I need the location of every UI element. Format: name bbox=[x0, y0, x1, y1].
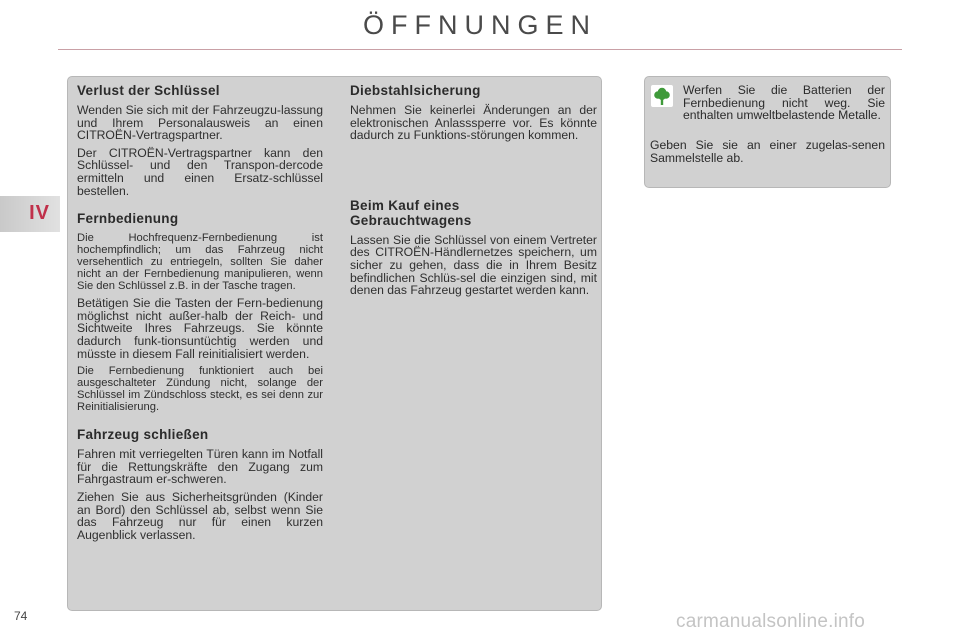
middle-column bbox=[350, 83, 597, 302]
section-heading-used-car bbox=[350, 198, 597, 228]
chapter-label: IV bbox=[29, 202, 50, 224]
environment-note-text: Werfen Sie die Batterien der Fernbedienung nicht weg. Sie enthalten umweltbelastende Metalle. bbox=[683, 83, 885, 123]
paragraph: Die Hochfrequenz-Fernbedienung ist hochempfindlich; um das Fahrzeug nicht versehentlich zu entriegeln, sollten Sie daher nicht an der Fernbedienung manipulieren, wenn Sie den Schlüssel z.B. in der Tasche tragen. bbox=[77, 232, 323, 293]
tree-icon bbox=[651, 85, 673, 107]
section-heading-remote-control: Fernbedienung bbox=[77, 211, 179, 227]
section-heading-lost-keys: Verlust der Schlüssel bbox=[77, 83, 220, 98]
paragraph: Ziehen Sie aus Sicherheitsgründen (Kinder an Bord) den Schlüssel ab, selbst wenn Sie das Fahrzeug nur für einen kurzen Augenblick verlassen. bbox=[77, 489, 323, 542]
heading-line: Beim Kauf eines bbox=[350, 197, 460, 213]
section-heading-anti-theft: Diebstahlsicherung bbox=[350, 83, 481, 98]
page-number: 74 bbox=[14, 609, 28, 623]
environment-note-text: Geben Sie sie an einer zugelas-senen Sammelstelle ab. bbox=[650, 138, 885, 165]
paragraph: Wenden Sie sich mit der Fahrzeugzu-lassung und Ihrem Personalausweis an einen CITROËN-Vertragspartner. bbox=[77, 103, 323, 143]
page-title: ÖFFNUNGEN bbox=[363, 10, 597, 40]
paragraph: Nehmen Sie keinerlei Änderungen an der elektronischen Anlasssperre vor. Es könnte dadurch zu Funktions-störungen kommen. bbox=[350, 103, 597, 143]
paragraph: Der CITROËN-Vertragspartner kann den Schlüssel- und den Transpon-dercode ermitteln und einen Ersatz-schlüssel bestellen. bbox=[77, 145, 323, 198]
heading-line: Gebrauchtwagens bbox=[350, 212, 472, 228]
paragraph: Die Fernbedienung funktioniert auch bei ausgeschalteter Zündung nicht, solange der Schlüssel im Zündschloss steckt, es sei denn zur Reinitialisierung. bbox=[77, 365, 323, 414]
environment-note-box bbox=[644, 76, 891, 188]
left-column bbox=[77, 83, 323, 546]
chapter-tab[interactable] bbox=[0, 196, 60, 232]
watermark: carmanualsonline.info bbox=[676, 611, 866, 632]
main-info-box bbox=[67, 76, 602, 611]
title-divider bbox=[58, 49, 902, 50]
section-heading-lock-vehicle: Fahrzeug schließen bbox=[77, 427, 209, 443]
paragraph: Fahren mit verriegelten Türen kann im Notfall für die Rettungskräfte den Zugang zum Fahrgastraum er-schweren. bbox=[77, 447, 323, 487]
paragraph: Betätigen Sie die Tasten der Fern-bedienung möglichst nicht außer-halb der Reich- und Sichtweite Ihres Fahrzeugs. Sie könnte dadurch funk-tionsuntüchtig werden und müsste in diesem Fall reinitialisiert werden. bbox=[77, 296, 323, 361]
paragraph: Lassen Sie die Schlüssel von einem Vertreter des CITROËN-Händlernetzes speichern, um sicher zu gehen, dass die in Ihrem Besitz befindlichen Schlüs-sel die einzigen sind, mit denen das Fahrzeug gestartet werden kann. bbox=[350, 232, 597, 298]
